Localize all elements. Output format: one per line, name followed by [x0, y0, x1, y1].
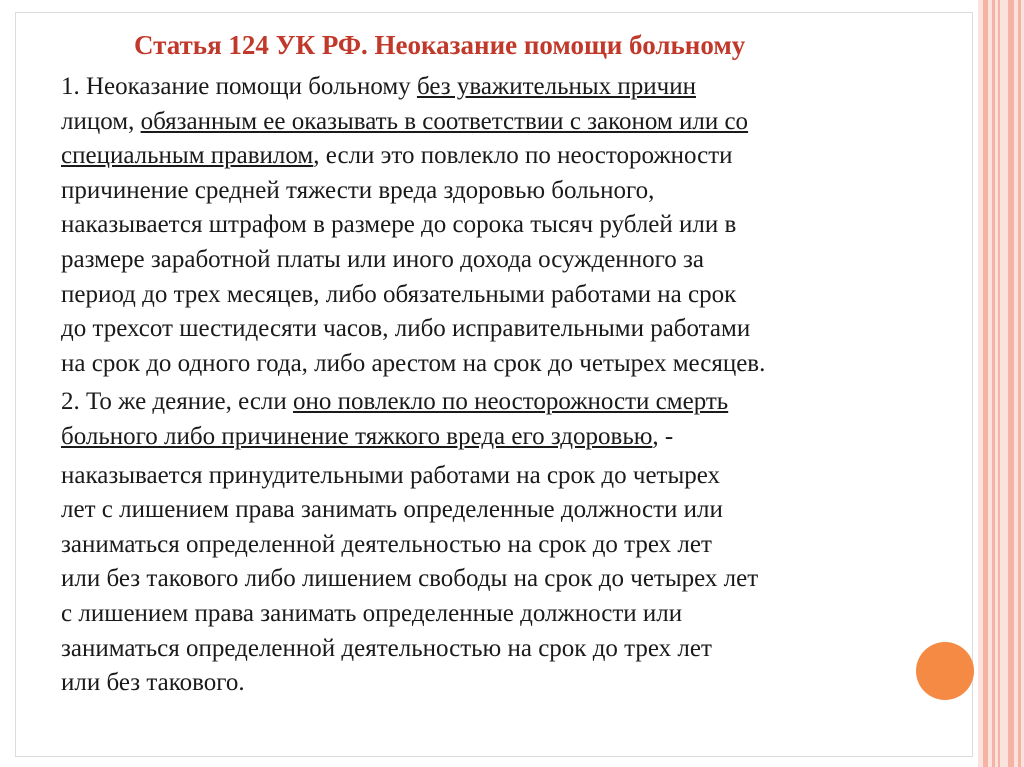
- text-line: [61, 597, 961, 632]
- slide-body: [61, 70, 961, 701]
- text-segment: размере заработной платы или иного дохода осужденного за: [61, 245, 704, 273]
- text-line: [61, 70, 961, 105]
- text-segment: период до трех месяцев, либо обязательными работами на срок: [61, 280, 737, 308]
- text-segment: заниматься определенной деятельностью на срок до трех лет: [61, 634, 712, 662]
- text-line: [61, 139, 961, 174]
- text-segment: наказывается штрафом в размере до сорока тысяч рублей или в: [61, 211, 737, 239]
- text-segment: с лишением права занимать определенные должности или: [61, 599, 683, 627]
- decorative-circle: [916, 642, 974, 700]
- paragraph: [61, 385, 961, 454]
- text-segment: на срок до одного года, либо арестом на срок до четырех месяцев.: [61, 349, 766, 377]
- underlined-phrase: специальным правилом: [61, 142, 314, 170]
- text-segment: наказывается принудительными работами на срок до четырех: [61, 461, 721, 489]
- text-line: [61, 420, 961, 455]
- decorative-stripes: [978, 0, 1024, 767]
- text-line: [61, 459, 961, 494]
- text-segment: , -: [652, 422, 674, 450]
- stripe: [1008, 0, 1014, 767]
- text-line: [61, 493, 961, 528]
- text-line: [61, 312, 961, 347]
- text-line: [61, 278, 961, 313]
- text-segment: 1. Неоказание помощи больному: [61, 73, 417, 100]
- text-line: [61, 174, 961, 209]
- text-line: [61, 347, 961, 382]
- text-line: [61, 632, 961, 667]
- text-segment: 2. То же деяние, если: [61, 388, 294, 416]
- text-line: [61, 105, 961, 140]
- text-segment: до трехсот шестидесяти часов, либо исправительными работами: [61, 315, 751, 343]
- text-segment: причинение средней тяжести вреда здоровью больного,: [61, 176, 655, 204]
- text-line: [61, 385, 961, 420]
- stripe: [992, 0, 995, 767]
- stripe: [1018, 0, 1021, 767]
- slide-title: Статья 124 УК РФ. Неоказание помощи больному: [134, 30, 746, 60]
- text-segment: заниматься определенной деятельностью на срок до трех лет: [61, 530, 712, 558]
- paragraph: [61, 459, 961, 701]
- underlined-phrase: оно повлекло по неосторожности смерть: [293, 388, 729, 416]
- text-segment: лет с лишением права занимать определенные должности или: [61, 496, 723, 524]
- text-segment: лицом,: [61, 107, 141, 135]
- stripe: [998, 0, 1000, 767]
- underlined-phrase: обязанным ее оказывать в соответствии с законом или со: [140, 107, 749, 135]
- text-line: [61, 243, 961, 278]
- text-segment: , если это повлекло по неосторожности: [313, 142, 733, 170]
- text-line: [61, 528, 961, 563]
- text-line: [61, 666, 961, 701]
- text-segment: или без такового.: [61, 669, 245, 697]
- text-line: [61, 208, 961, 243]
- text-segment: или без такового либо лишением свободы на срок до четырех лет: [61, 565, 759, 593]
- underlined-phrase: больного либо причинение тяжкого вреда его здоровью: [61, 422, 653, 450]
- paragraph: [61, 70, 961, 381]
- stripe: [983, 0, 988, 767]
- underlined-phrase: без уважительных причин: [416, 73, 696, 100]
- text-line: [61, 562, 961, 597]
